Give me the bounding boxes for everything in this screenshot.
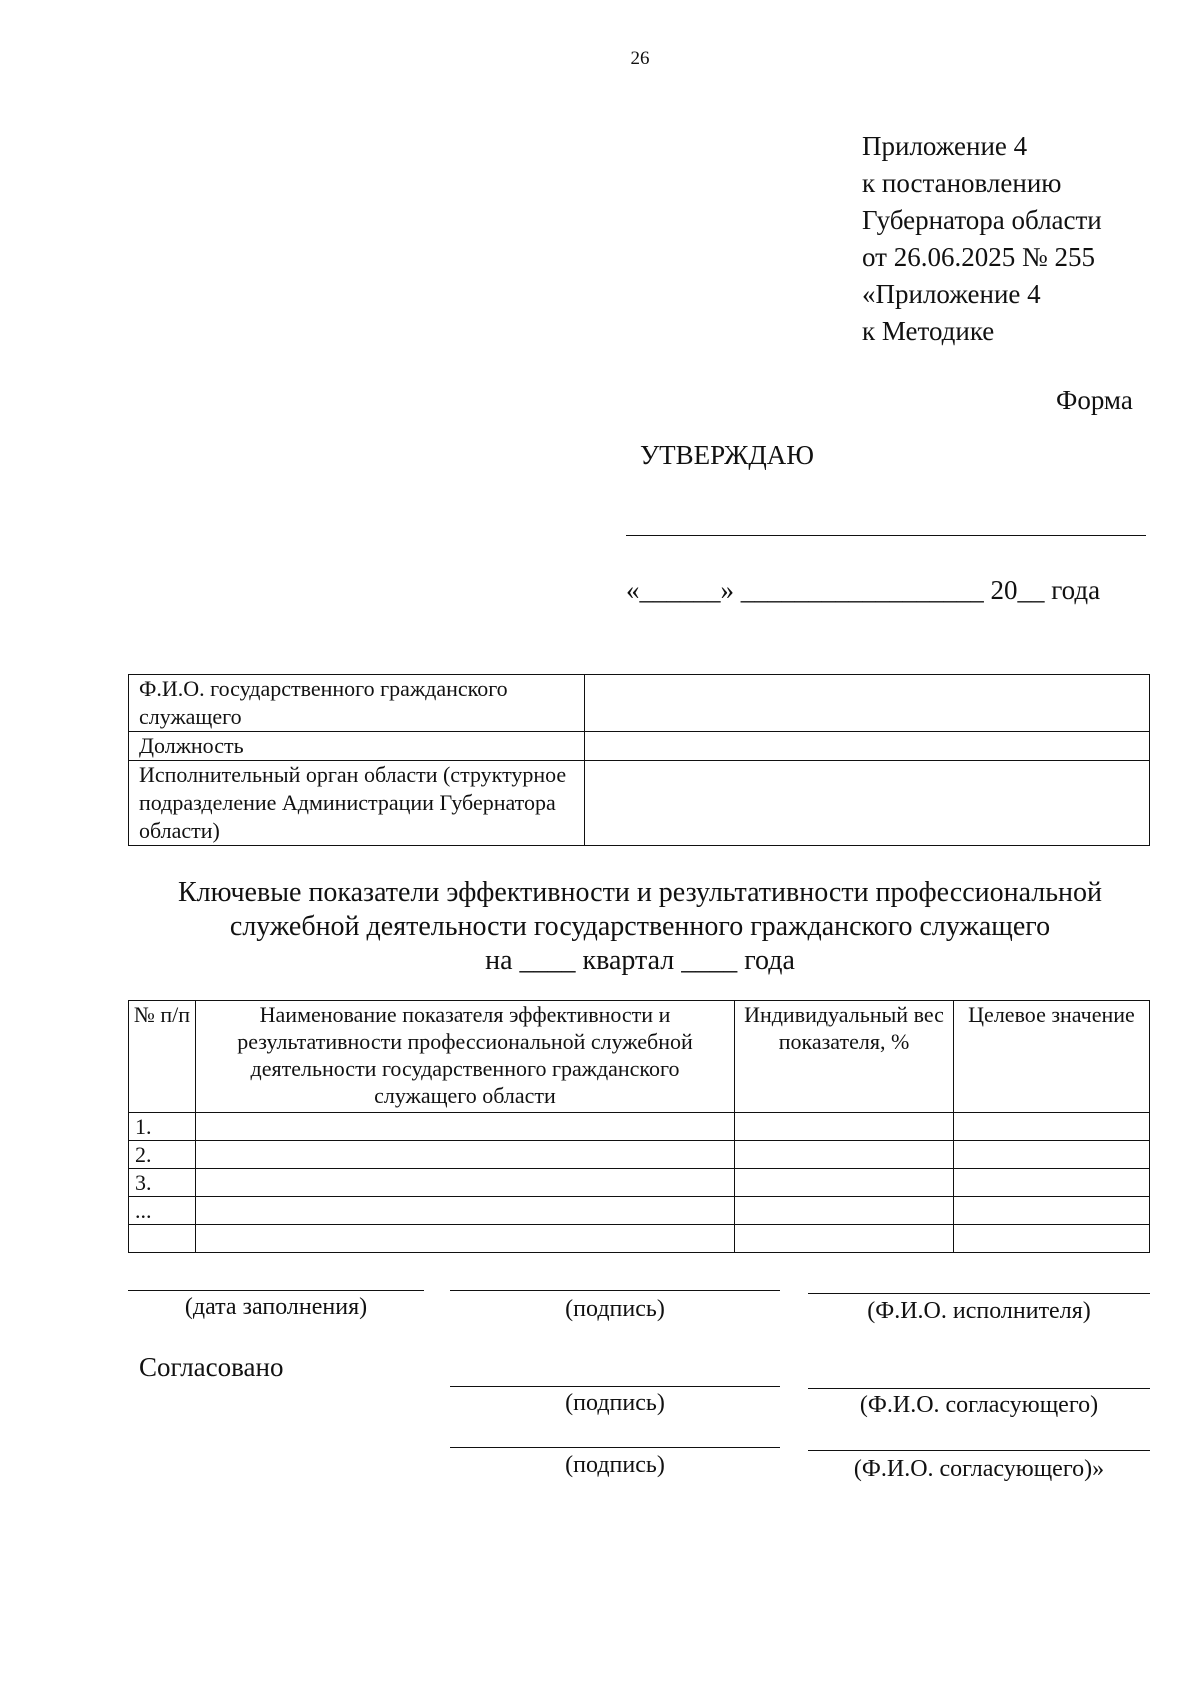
employee-info-table (128, 674, 1150, 846)
appendix-line: к постановлению (862, 168, 1062, 198)
target-cell (954, 1141, 1150, 1169)
approver-1-name-caption: (Ф.И.О. согласующего) (859, 1392, 1099, 1418)
row-number-cell: 3. (129, 1169, 196, 1197)
table-row (129, 732, 1150, 761)
indicator-name-cell (196, 1141, 735, 1169)
approver-1-signature-caption: (подпись) (565, 1390, 665, 1416)
executor-signature-line (450, 1290, 780, 1291)
table-row (129, 761, 1150, 846)
approver-2-signature-line (450, 1447, 780, 1448)
approver-signature-line (626, 535, 1146, 536)
agreed-label: Согласовано (139, 1352, 284, 1382)
appendix-line: «Приложение 4 (862, 279, 1041, 309)
appendix-line: от 26.06.2025 № 255 (862, 242, 1095, 272)
row-number-cell: ... (129, 1197, 196, 1225)
weight-cell (735, 1225, 954, 1253)
approver-1-name-line (808, 1388, 1150, 1389)
approve-label: УТВЕРЖДАЮ (640, 440, 815, 470)
indicator-name-cell (196, 1113, 735, 1141)
target-cell (954, 1169, 1150, 1197)
approver-2-signature-caption: (подпись) (565, 1452, 665, 1478)
title-line: Ключевые показатели эффективности и результативности профессиональной (177, 877, 1103, 908)
appendix-header (862, 128, 1102, 350)
table-row (129, 1169, 1150, 1197)
approver-2-name-caption: (Ф.И.О. согласующего)» (853, 1456, 1105, 1482)
target-cell (954, 1113, 1150, 1141)
weight-cell (735, 1197, 954, 1225)
position-label: Должность (129, 732, 585, 761)
executor-name-line (808, 1293, 1150, 1294)
row-number-cell: 1. (129, 1113, 196, 1141)
column-header-number: № п/п (129, 1001, 196, 1113)
column-header-target: Целевое значение (954, 1001, 1150, 1113)
appendix-line: Губернатора области (862, 205, 1102, 235)
executor-name-caption: (Ф.И.О. исполнителя) (867, 1298, 1091, 1324)
kpi-table (128, 1000, 1150, 1253)
weight-cell (735, 1169, 954, 1197)
appendix-line: к Методике (862, 316, 995, 346)
column-header-indicator-name: Наименование показателя эффективности и результативности профессиональной служебной деятельности государственного гражданского служащего области (196, 1001, 735, 1113)
approver-1-signature-line (450, 1386, 780, 1387)
appendix-line: Приложение 4 (862, 131, 1028, 161)
approver-2-name-line (808, 1450, 1150, 1451)
column-header-weight: Индивидуальный вес показателя, % (735, 1001, 954, 1113)
form-label: Форма (1056, 385, 1133, 415)
row-number-cell: 2. (129, 1141, 196, 1169)
indicator-name-cell (196, 1169, 735, 1197)
table-row (129, 675, 1150, 732)
organization-value (585, 761, 1150, 846)
target-cell (954, 1197, 1150, 1225)
fill-date-caption: (дата заполнения) (184, 1294, 368, 1320)
approve-date-line: «______» __________________ 20__ года (626, 575, 1101, 605)
title-line: на ____ квартал ____ года (485, 945, 795, 976)
fill-date-line (128, 1290, 424, 1291)
executor-signature-caption: (подпись) (565, 1296, 665, 1322)
title-line: служебной деятельности государственного гражданского служащего (229, 911, 1051, 942)
table-row (129, 1225, 1150, 1253)
row-number-cell (129, 1225, 196, 1253)
table-row (129, 1197, 1150, 1225)
employee-name-label: Ф.И.О. государственного гражданского служащего (129, 675, 585, 732)
organization-label: Исполнительный орган области (структурное подразделение Администрации Губернатора области) (129, 761, 585, 846)
employee-name-value (585, 675, 1150, 732)
indicator-name-cell (196, 1197, 735, 1225)
table-row (129, 1141, 1150, 1169)
target-cell (954, 1225, 1150, 1253)
indicator-name-cell (196, 1225, 735, 1253)
position-value (585, 732, 1150, 761)
weight-cell (735, 1141, 954, 1169)
document-title (130, 876, 1150, 978)
table-row (129, 1113, 1150, 1141)
table-header-row (129, 1001, 1150, 1113)
weight-cell (735, 1113, 954, 1141)
page-number: 26 (630, 48, 650, 69)
